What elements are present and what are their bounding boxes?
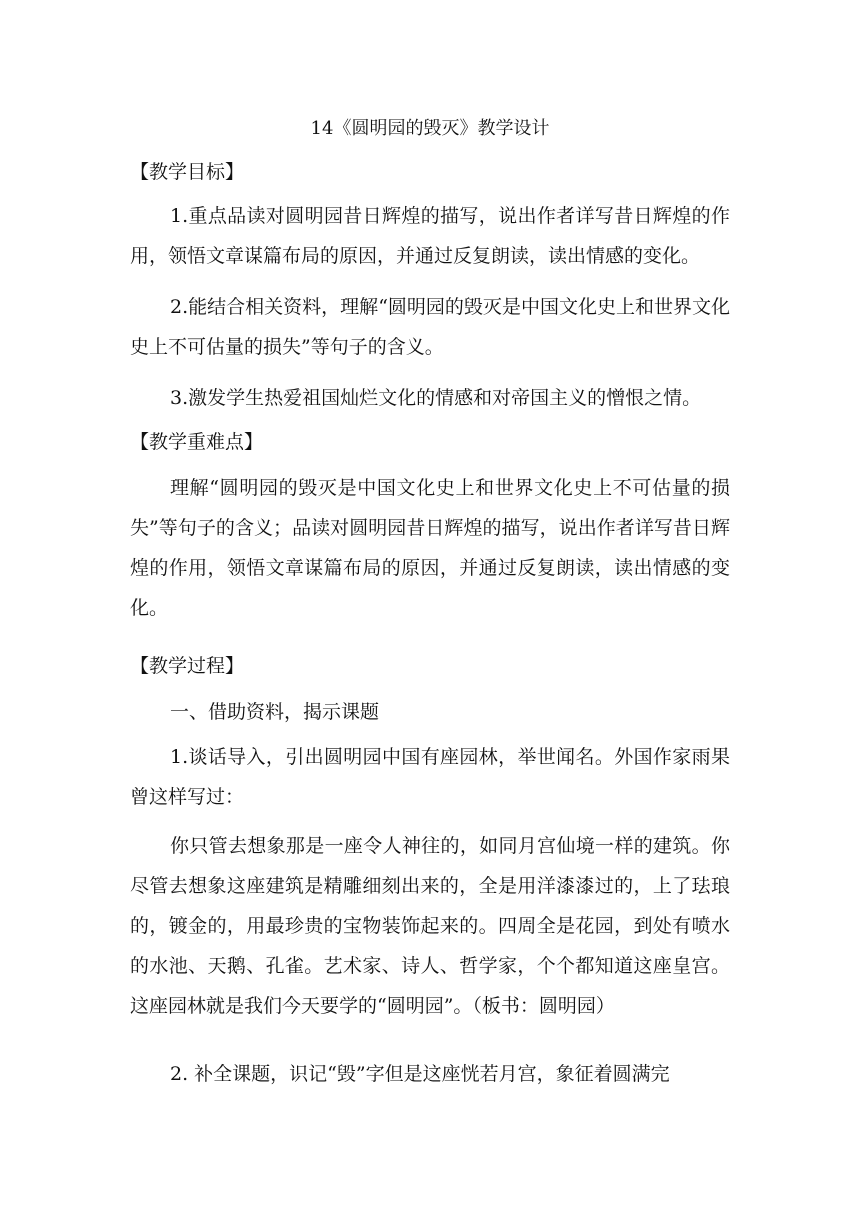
objective-item-3: 3.激发学生热爱祖国灿烂文化的情感和对帝国主义的憎恨之情。	[170, 387, 702, 409]
objective-item-2: 2.能结合相关资料，理解“圆明园的毁灭是中国文化史上和世界文化史上不可估量的损失”等句子的含义。	[130, 296, 730, 358]
key-points-heading: 【教学重难点】	[130, 431, 264, 453]
objective-item-1: 1.重点品读对圆明园昔日辉煌的描写，说出作者详写昔日辉煌的作用，领悟文章谋篇布局的原因，并通过反复朗读，读出情感的变化。	[130, 205, 730, 267]
step1-title: 一、借助资料，揭示课题	[170, 701, 380, 723]
hugo-quote: 你只管去想象那是一座令人神往的，如同月宫仙境一样的建筑。你尽管去想象这座建筑是精雕细刻出来的，全是用洋漆漆过的，上了珐琅的，镀金的，用最珍贵的宝物装饰起来的。四周全是花园，到处有喷水的水池、天鹅、孔雀。艺术家、诗人、哲学家，个个都知道这座皇宫。这座园林就是我们今天要学的“圆明园”。（板书：圆明园）	[130, 835, 730, 1017]
step1-item-2: 2. 补全课题，识记“毁”字但是这座恍若月宫，象征着圆满完	[170, 1063, 670, 1085]
objectives-heading: 【教学目标】	[130, 161, 245, 183]
step1-item-1: 1.谈话导入，引出圆明园中国有座园林，举世闻名。外国作家雨果曾这样写过：	[130, 746, 730, 808]
document-title: 14《圆明园的毁灭》教学设计	[310, 118, 550, 139]
process-heading: 【教学过程】	[130, 655, 245, 677]
key-points-text: 理解“圆明园的毁灭是中国文化史上和世界文化史上不可估量的损失”等句子的含义；品读对圆明园昔日辉煌的描写，说出作者详写昔日辉煌的作用，领悟文章谋篇布局的原因，并通过反复朗读，读出情感的变化。	[130, 477, 730, 619]
